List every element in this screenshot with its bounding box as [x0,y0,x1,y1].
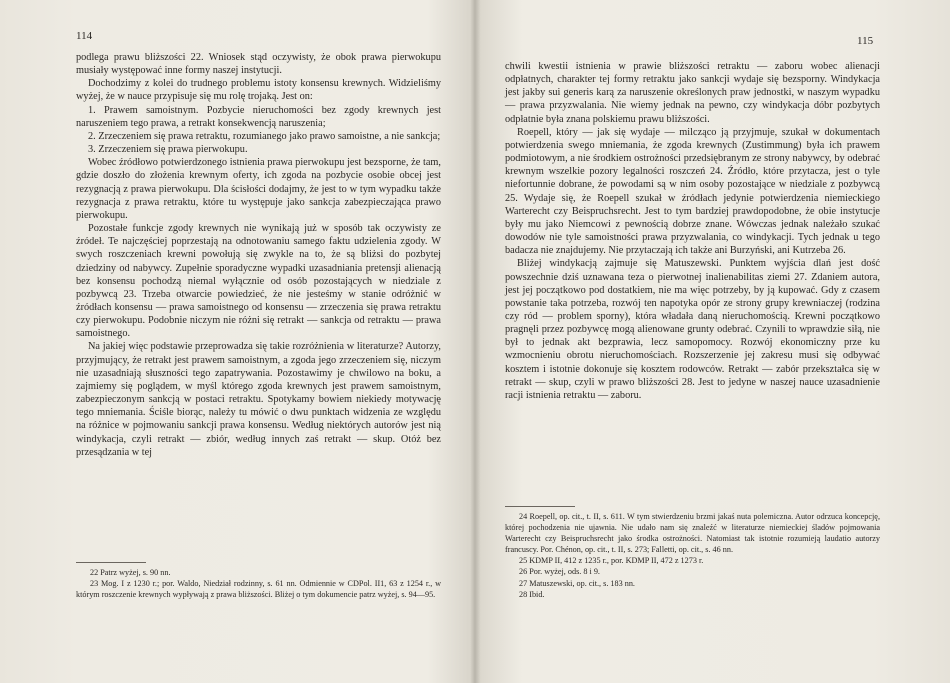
paragraph: Roepell, który — jak się wydaje — milcząco ją przyjmuje, szukał w dokumentach potwierdzenia swego mniemania, że zgoda krewnych (Zustimmung) była ich prawem podmiotowym, a nie środkiem ostrożności przedsiębranym ze strony nabywcy, by odebrać krewnym wszelkie pozory legalności roszczeń 24. Źródło, które przytacza, jest o tyle niefortunnie dobrane, że powodami są w nim osoby pozostające w niedziale z pozbywcą 25. Wydaje się, że Roepell szukał w źródłach jedynie potwierdzenia niemieckiego Warterecht czy Beispruchsrecht. Jest to tym bardziej prawdopodobne, że obie instytucje były mu jako Niemcowi z pewnością dobrze znane. Wówczas jednak należało szukać dowodów nie tyle samoistności prawa przyzwalania, co windykacji. Tych jednak u tego badacza nie znajdujemy. Nie przytaczają ich także ani Burzyński, ani Kutrzeba 26. [505,126,880,257]
footnote: 27 Matuszewski, op. cit., s. 183 nn. [519,578,635,588]
paragraph: chwili kwestii istnienia w prawie bliższości retraktu — zaboru wobec alienacji odpłatnych, charakter tej formy retraktu jako sankcji wydaje się bezsporny. Windykacja jest jakby sui generis karą za naruszenie określonych praw jednostki, w naszym wypadku — prawa przyzwalania. Nie wiemy jednak na pewno, czy windykacja dóbr pozbytych odpłatnie była znana polskiemu prawu bliższości. [505,61,880,125]
footnote: 25 KDMP II, 412 z 1235 r., por. KDMP II, 472 z 1273 r. [519,556,704,566]
list-item: 1. Prawem samoistnym. Pozbycie nieruchomości bez zgody krewnych jest naruszeniem tego prawa, a retrakt konsekwencją naruszenia; [76,104,441,129]
left-footnotes [76,562,441,600]
paragraph: Wobec źródłowo potwierdzonego istnienia prawa pierwokupu jest bezsporne, że tam, gdzie doszło do złożenia krewnym oferty, ich zgoda na pozbycie osobie obcej jest rezygnacją z prawa pierwokupu. Dla ścisłości dodajmy, że jest to w tym wypadku także rezygnacja z prawa retraktu, które tu występuje jako sankcja zabezpieczająca prawo pierwokupu. [76,157,441,221]
paragraph: Na jakiej więc podstawie przeprowadza się takie rozróżnienia w literaturze? Autorzy, przyjmujący, że retrakt jest prawem samoistnym, a zgoda jego zrzeczeniem się, niczym nie uzasadniają słuszności tego zapatrywania. Pozostawimy je chwilowo na boku, a zajmiemy się poglądem, w myśl którego zgoda krewnych jest prawem samoistnym, zabezpieczonym sankcją w postaci retraktu. Spotykamy bowiem niekiedy motywację tego mniemania. Ściśle biorąc, należy tu mówić o dwu punktach widzenia ze względu na różnice w pojmowaniu sankcji prawa konsensu. Według niektórych autorów jest nią windykacja, czyli retrakt — zbiór, według innych zaś retrakt — skup. Otóż bez przesądzania w tej [76,341,441,458]
paragraph: podlega prawu bliższości 22. Wniosek stąd oczywisty, że obok prawa pierwokupu musiały występować inne formy naszej instytucji. [76,52,441,77]
right-body-text [505,60,880,402]
left-body-text [76,51,441,459]
footnote-rule [76,562,146,563]
paragraph: Bliżej windykacją zajmuje się Matuszewski. Punktem wyjścia dlań jest dość powszechnie dziś uznawana teza o pierwotnej inalienabilitas ziemi 27. Zdaniem autora, jest jej początkowo pod dostatkiem, nie ma więc potrzeby, by ją kupować. Gdy z czasem powstanie taka potrzeba, rozwój ten napotyka opór ze strony grupy krewniaczej (rodzina czy ród — problem sporny), która władała daną nieruchomością. Krewni początkowo pragnęli przez pozbywcę mogą alienowane grunty odebrać. Czynili to wprawdzie siłą, nie był to jednak akt bezprawia, lecz samopomocy. Rozwój ekonomiczny prze ku wzmocnieniu obrotu nieruchomościach. Rozszerzenie jej zakresu musi się odbywać kosztem i istotnie dokonuje się kosztem rodowców. Retrakt — zabór przekształca się w retrakt — skup, czyli w prawo bliższości 28. Jest to jedyne w naszej nauce uzasadnienie racji istnienia retraktu — zaboru. [505,258,880,401]
footnote: 28 Ibid. [519,589,545,599]
footnote: 26 Por. wyżej, ods. 8 i 9. [519,567,600,577]
list-item: 3. Zrzeczeniem się prawa pierwokupu. [88,144,248,156]
left-page [0,0,474,683]
right-footnotes [505,506,880,600]
list-item: 2. Zrzeczeniem się prawa retraktu, rozumianego jako prawo samoistne, a nie sankcja; [88,130,441,142]
paragraph: Pozostałe funkcje zgody krewnych nie wynikają już w sposób tak oczywisty ze źródeł. Te najczęściej poprzestają na odnotowaniu samego faktu udzielenia zgody. W swych roszczeniach krewni powołują się zwykle na to, że są bliżsi do pozbytej dziedziny od nabywcy. Zupełnie sporadyczne wypadki uzasadniania pretensji alienacją bez konsensu pochodzą niemal wyłącznie od osób pozostających w niedziale z pozbywcą 23. Trzeba otwarcie powiedzieć, że nie jesteśmy w stanie odróżnić w źródłach konsensu — prawa samoistnego od konsensu — zrzeczenia się prawa retraktu czy pierwokupu. Podobnie niczym nie różni się retrakt — sankcja od retraktu — prawa samoistnego. [76,223,441,340]
footnote: 24 Roepell, op. cit., t. II, s. 611. W tym stwierdzeniu brzmi jakaś nuta polemiczna. Autor odrzuca koncepcję, której pochodzenia nie ujawnia. Nie udało nam się znaleźć w literaturze niemieckiej śladów pojmowania Warterecht czy Beispruchsrecht jako środka ostrożności. Natomiast tak istotnie rozumieją laudatio autorzy francuscy. Por. Chénon, op. cit., t. II, s. 273; Falletti, op. cit., s. 46 nn. [505,512,880,555]
footnote: 23 Mog. I z 1230 r.; por. Waldo, Niedział rodzinny, s. 61 nn. Odmiennie w CDPol. II1, 63 z 1254 r., w którym roszczenie krewnych wypływają z prawa bliższości. Bliżej o tym dokumencie patrz wyżej, s. 94—95. [76,579,441,600]
paragraph: Dochodzimy z kolei do trudnego problemu istoty konsensu krewnych. Widzieliśmy wyżej, że w nauce przypisuje się mu rolę trojaką. Jest on: [76,78,441,103]
right-page [476,0,950,683]
page-number-left: 114 [76,30,93,42]
footnote: 22 Patrz wyżej, s. 90 nn. [90,568,171,577]
footnote-rule [505,506,575,507]
page-number-right: 115 [857,35,874,47]
